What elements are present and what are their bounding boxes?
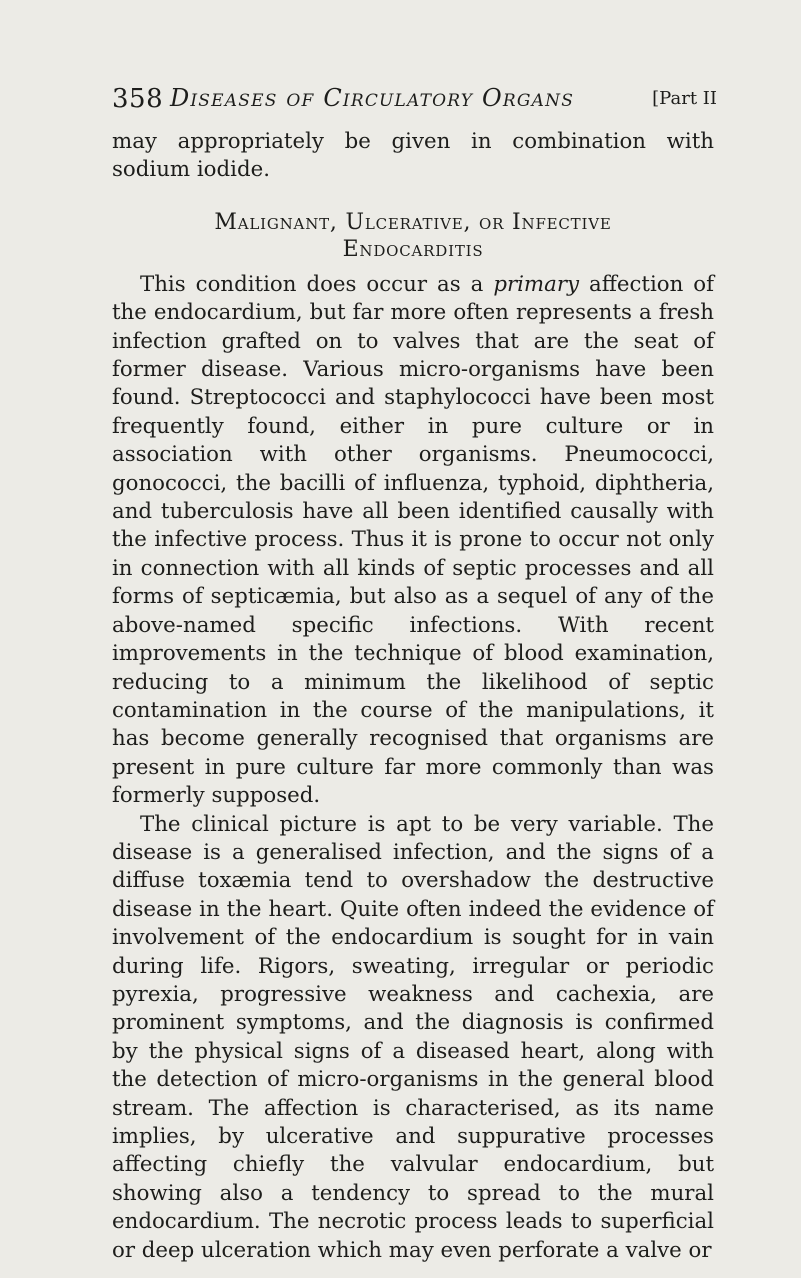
page-number: 358 (112, 84, 164, 114)
section-heading (112, 209, 714, 263)
page-text (112, 128, 714, 1265)
running-title: Diseases of Circulatory Organs (169, 84, 575, 112)
section-heading-line-2: Endocarditis (342, 236, 484, 262)
paragraph-1-after: affection of the endocardium, but far more often represents a fresh infection grafted on to valves that are the seat of former disease. Various micro-organisms have been found. Streptococci and staphylococci have been most frequently found, either in pure culture or in association with other organisms. Pneumococci, gonococci, the bacilli of influenza, typhoid, diphtheria, and tuberculosis have all been identified causally with the infective process. Thus it is prone to occur not only in connection with all kinds of septic processes and all forms of septicæmia, but also as a sequel of any of the above-named specific infections. With recent improvements in the technique of blood examination, reducing to a minimum the likelihood of septic contamination in the course of the manipulations, it has become generally recognised that organisms are present in pure culture far more commonly than was formerly supposed. (112, 271, 714, 809)
running-head (112, 84, 717, 116)
part-label: [Part II (652, 88, 717, 109)
section-heading-line-1: Malignant, Ulcerative, or Infective (214, 209, 612, 235)
paragraph-1-emphasis: primary (493, 271, 580, 297)
paragraph-1-before: This condition does occur as a (140, 271, 494, 297)
paragraph-2: The clinical picture is apt to be very variable. The disease is a generalised infection, and the signs of a diffuse toxæmia tend to overshadow the destructive disease in the heart. Quite often indeed the evidence of involvement of the endocardium is sought for in vain during life. Rigors, sweating, irregular or periodic pyrexia, progressive weakness and cachexia, are prominent symptoms, and the diagnosis is confirmed by the physical signs of a diseased heart, along with the detection of micro-organisms in the general blood stream. The affection is characterised, as its name implies, by ulcerative and suppurative processes affecting chiefly the valvular endocardium, but showing also a tendency to spread to the mural endocardium. The necrotic process leads to superficial or deep ulceration which may even perforate a valve or (112, 811, 714, 1263)
paragraph-1 (112, 271, 714, 811)
intro-paragraph: may appropriately be given in combination with sodium iodide. (112, 129, 714, 183)
